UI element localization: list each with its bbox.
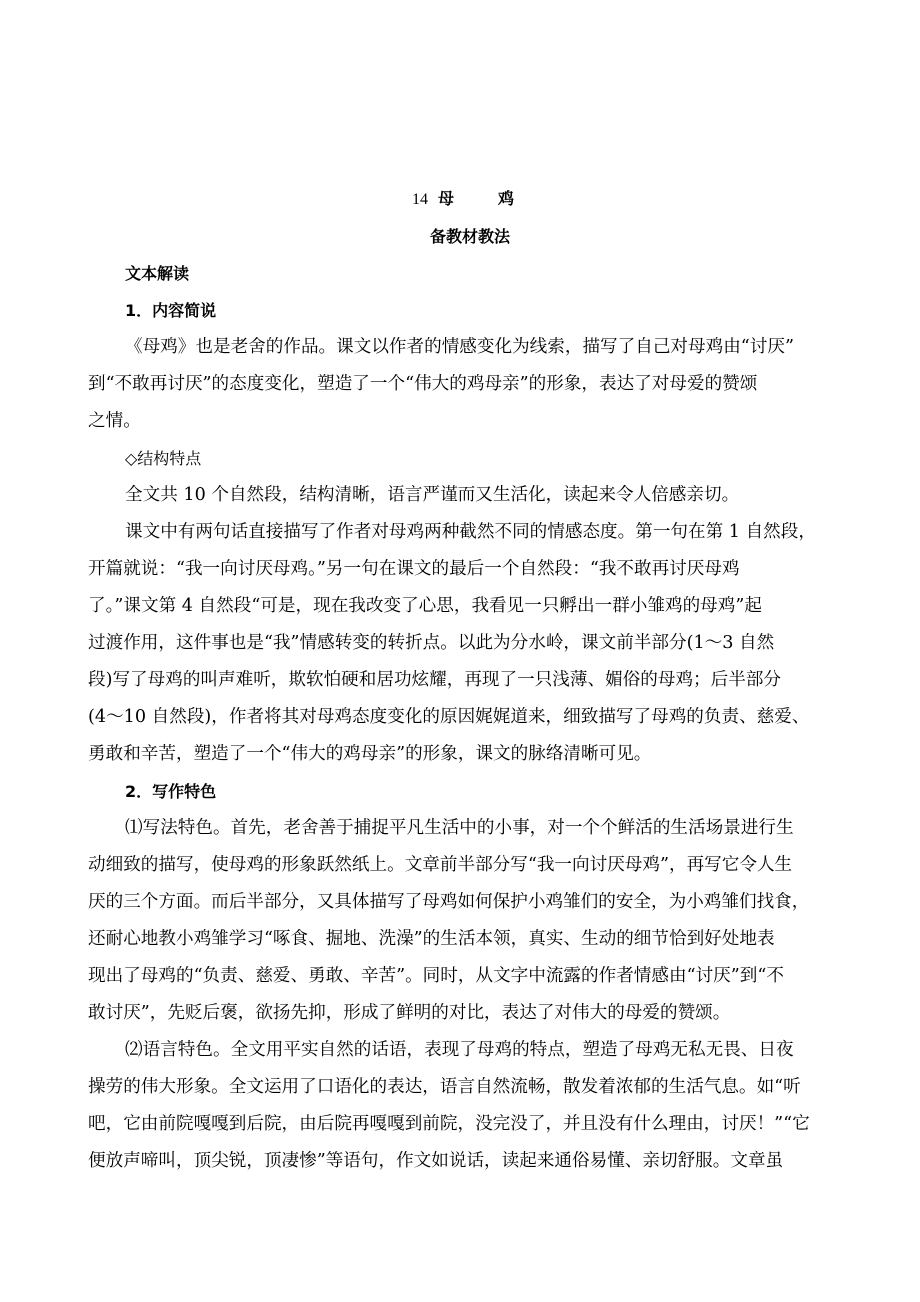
text-line: 勇敢和辛苦，塑造了一个“伟大的鸡母亲”的形象，课文的脉络清晰可见。	[88, 744, 652, 764]
structure-line: 全文共 10 个自然段，结构清晰，语言严谨而又生活化，读起来令人倍感亲切。	[125, 485, 740, 505]
text-line: 到“不敢再讨厌”的态度变化，塑造了一个“伟大的鸡母亲”的形象，表达了对母爱的赞颂	[88, 374, 758, 394]
item1-heading: 1．内容简说	[125, 301, 217, 320]
text-line: 动细致的描写，使母鸡的形象跃然纸上。文章前半部分写“我一向讨厌母鸡”，再写它令人生	[88, 855, 793, 875]
text-line: 了。”课文第 4 自然段“可是，现在我改变了心思，我看见一只孵出一群小雏鸡的母鸡”起	[88, 596, 762, 616]
text-line: 段)写了母鸡的叫声难听，欺软怕硬和居功炫耀，再现了一只浅薄、媚俗的母鸡；后半部分	[88, 670, 782, 690]
text-line: 开篇就说：“我一向讨厌母鸡。”另一句在课文的最后一个自然段：“我不敢再讨厌母鸡	[88, 559, 740, 579]
text-line: 吧，它由前院嘎嘎到后院，由后院再嘎嘎到前院，没完没了，并且没有什么理由，讨厌！”“它	[88, 1114, 810, 1134]
item2-paragraph-2	[88, 1032, 852, 1180]
text-line: 现出了母鸡的“负责、慈爱、勇敢、辛苦”。同时，从文字中流露的作者情感由“讨厌”到“不	[88, 966, 784, 986]
text-line: 便放声啼叫，顶尖锐，顶凄惨”等语句，作文如说话，读起来通俗易懂、亲切舒服。文章虽	[88, 1151, 784, 1171]
item1-paragraph	[88, 329, 852, 440]
item2-paragraph-1	[88, 810, 852, 1032]
subtitle: 备教材教法	[429, 227, 510, 246]
text-line: ⑴写法特色。首先，老舍善于捕捉平凡生活中的小事，对一个个鲜活的生活场景进行生	[125, 818, 794, 838]
structure-heading: ◇结构特点	[125, 449, 202, 468]
lesson-title-text: 母 鸡	[437, 189, 528, 208]
text-line: 厌的三个方面。而后半部分，又具体描写了母鸡如何保护小鸡雏们的安全，为小鸡雏们找食，	[88, 892, 810, 912]
document-page	[88, 180, 852, 1180]
lesson-number: 14	[411, 191, 428, 208]
text-line: ⑵语言特色。全文用平实自然的话语，表现了母鸡的特点，塑造了母鸡无私无畏、日夜	[125, 1040, 794, 1060]
item2-heading: 2．写作特色	[125, 782, 217, 801]
section-heading-text-reading: 文本解读	[125, 264, 190, 283]
structure-paragraph	[88, 514, 852, 773]
text-line: 课文中有两句话直接描写了作者对母鸡两种截然不同的情感态度。第一句在第 1 自然段，	[125, 522, 816, 542]
text-line: 过渡作用，这件事也是“我”情感转变的转折点。以此为分水岭，课文前半部分(1～3 自然	[88, 633, 775, 653]
text-line: 之情。	[88, 411, 141, 431]
text-line: 还耐心地教小鸡雏学习“啄食、掘地、洗澡”的生活本领，真实、生动的细节恰到好处地表	[88, 929, 775, 949]
text-line: 操劳的伟大形象。全文运用了口语化的表达，语言自然流畅，散发着浓郁的生活气息。如“听	[88, 1077, 801, 1097]
text-line: 《母鸡》也是老舍的作品。课文以作者的情感变化为线索，描写了自己对母鸡由“讨厌”	[125, 337, 794, 357]
text-line: (4～10 自然段)，作者将其对母鸡态度变化的原因娓娓道来，细致描写了母鸡的负责、慈爱、	[88, 707, 810, 727]
lesson-title	[88, 180, 852, 218]
text-line: 敢讨厌”，先贬后褒，欲扬先抑，形成了鲜明的对比，表达了对伟大的母爱的赞颂。	[88, 1003, 731, 1023]
